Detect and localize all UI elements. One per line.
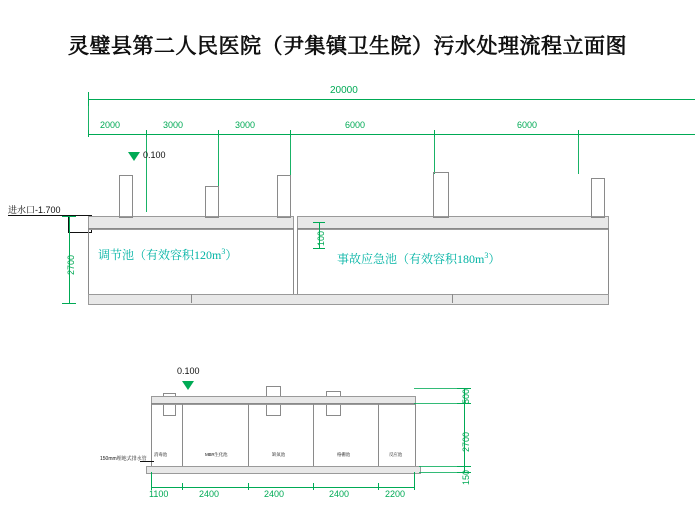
partition-3 <box>313 403 314 466</box>
tank2-label-tail: ） <box>488 252 501 266</box>
upper-height-label: 2700 <box>66 254 76 275</box>
segment-dim-4: 6000 <box>517 120 538 130</box>
ext-line-4 <box>434 134 435 174</box>
lower-ext-0 <box>151 472 152 487</box>
ext-line-5 <box>578 134 579 174</box>
upper-height-tick-bottom <box>62 303 76 304</box>
segment-dim-line <box>88 134 695 135</box>
lower-right-dim-1: 2700 <box>461 431 471 452</box>
tank1-label-sup: 3 <box>221 247 226 256</box>
lower-right-dim-2: 150 <box>461 469 471 485</box>
lower-dim-tick-1 <box>182 483 183 490</box>
lower-right-ext-0 <box>414 388 466 389</box>
pipe-leader-line <box>140 461 154 462</box>
segment-dim-0: 2000 <box>100 120 121 130</box>
upper-elevation-label: 0.100 <box>143 150 166 160</box>
lower-dim-tick-3 <box>313 483 314 490</box>
lower-dim-label-0: 1100 <box>149 489 169 499</box>
riser-5 <box>591 178 605 218</box>
page-title: 灵璧县第二人民医院（尹集镇卫生院）污水处理流程立面图 <box>68 34 627 58</box>
riser-4 <box>433 172 449 218</box>
upper-height-tick-top <box>62 216 76 217</box>
riser-2 <box>205 186 219 218</box>
lower-dim-label-2: 2400 <box>264 489 285 499</box>
tank1-label <box>98 246 237 263</box>
lower-right-dim-0: 500 <box>461 388 471 404</box>
ext-line-2 <box>218 134 219 189</box>
upper-bottom-slab <box>88 294 609 305</box>
tank2-label-sup: 3 <box>484 251 489 260</box>
unit-label-1: MBR生化池 <box>205 452 228 457</box>
unit-label-0: 消毒池 <box>154 452 167 457</box>
lower-dim-label-4: 2200 <box>385 489 406 499</box>
lower-right-ext-1 <box>414 403 466 404</box>
pipe-label: 150mm埋地式排水管 <box>100 456 147 462</box>
riser-3 <box>277 175 291 218</box>
partition-4 <box>378 403 379 466</box>
lower-dim-tick-2 <box>248 483 249 490</box>
tank1-label-tail: ） <box>225 248 238 262</box>
unit-label-2: 缺氧池 <box>272 452 285 457</box>
lower-body <box>151 403 416 468</box>
lower-ext-1 <box>414 472 415 487</box>
elevation-marker-icon <box>128 152 140 161</box>
lower-dim-tick-4 <box>378 483 379 490</box>
lower-dim-line <box>151 487 414 488</box>
inlet-leader-line <box>8 215 68 216</box>
wall-dim-tick-top <box>313 222 325 223</box>
lower-right-ext-3 <box>419 472 466 473</box>
segment-dim-2: 3000 <box>235 120 256 130</box>
segment-dim-1: 3000 <box>163 120 184 130</box>
lower-elevation-label: 0.100 <box>177 366 200 376</box>
lower-dim-label-1: 2400 <box>199 489 220 499</box>
ext-line-1 <box>146 134 147 212</box>
lower-right-ext-2 <box>419 466 466 467</box>
slab-tick-1 <box>191 294 192 303</box>
wall-dim-tick-bottom <box>313 248 325 249</box>
tank1-label-text: 调节池（有效容积120m <box>98 248 222 262</box>
ext-line-0 <box>88 99 89 134</box>
unit-label-3: 格栅池 <box>337 452 350 457</box>
slab-tick-2 <box>452 294 453 303</box>
lower-dim-label-3: 2400 <box>329 489 350 499</box>
lower-elevation-marker-icon <box>182 381 194 390</box>
unit-label-4: 反应池 <box>389 452 402 457</box>
segment-dim-3: 6000 <box>345 120 366 130</box>
partition-1 <box>182 403 183 466</box>
wall-dim-label: 100 <box>316 230 326 246</box>
lower-bottom-slab <box>146 466 421 474</box>
overall-dim-line <box>88 99 695 100</box>
tank2-label-text: 事故应急池（有效容积180m <box>337 252 485 266</box>
partition-2 <box>248 403 249 466</box>
tank2-label <box>337 250 500 267</box>
inlet-label: 进水口-1.700 <box>8 205 61 215</box>
riser-1 <box>119 175 133 218</box>
overall-dim-label: 20000 <box>330 85 358 96</box>
